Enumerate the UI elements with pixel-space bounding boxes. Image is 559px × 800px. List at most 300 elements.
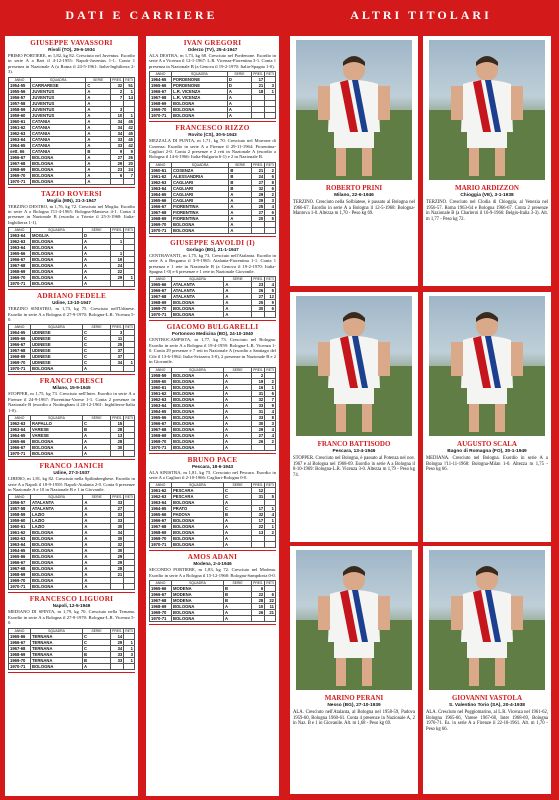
table-cell: 1969-70 — [150, 306, 172, 312]
player-name: AMOS ADANI — [187, 553, 238, 562]
table-cell: 32 — [111, 82, 124, 88]
table-cell: 1967-68 — [150, 294, 172, 300]
table-cell: BOLOGNA — [172, 518, 224, 524]
table-cell: A — [227, 107, 251, 113]
table-header-cell: PRES. — [112, 228, 123, 233]
table-header-cell: PRES. — [112, 77, 123, 82]
player-birth: S. Valentino Torio (SA), 20-4-1938 — [449, 703, 525, 708]
table-cell: 33 — [111, 518, 124, 524]
player-career-block — [149, 239, 276, 322]
table-cell: 1964-65 — [9, 433, 31, 439]
table-cell: A — [83, 536, 111, 542]
table-cell: 31 — [252, 494, 265, 500]
table-header-cell: ANNO — [150, 72, 172, 77]
table-cell: UDINESE — [31, 330, 83, 336]
table-cell: 26 — [124, 154, 135, 160]
table-cell: BOLOGNA — [31, 560, 83, 566]
table-cell: 7 — [265, 396, 276, 402]
table-cell: BOLOGNA — [172, 530, 224, 536]
player-career-block — [8, 462, 135, 593]
player-photo — [296, 296, 412, 436]
table-cell: A — [83, 518, 111, 524]
table-cell: 1957-58 — [9, 100, 31, 106]
table-cell: BOLOGNA — [172, 113, 228, 119]
table-cell: 1960-61 — [150, 167, 172, 173]
table-cell — [252, 113, 265, 119]
table-cell: 11 — [111, 336, 124, 342]
table-cell: 1966-67 — [9, 639, 31, 645]
table-cell: 1965-66 — [9, 554, 31, 560]
table-cell: 24 — [252, 173, 265, 179]
table-row — [9, 366, 135, 372]
table-cell: 1965-66 — [9, 633, 31, 639]
table-cell — [111, 663, 124, 669]
table-header-cell: ANNO — [150, 367, 172, 372]
player-photo-card — [290, 546, 418, 794]
table-cell: 18 — [252, 89, 265, 95]
table-cell: 34 — [111, 118, 124, 124]
table-cell: 1964-65 — [9, 548, 31, 554]
table-cell: 1 — [124, 639, 135, 645]
table-cell: 29 — [252, 197, 265, 203]
table-cell: A — [82, 366, 110, 372]
table-cell: 13 — [111, 433, 124, 439]
player-name: FRANCO JANICH — [39, 462, 104, 471]
table-header-cell: PRES. — [253, 367, 264, 372]
table-cell: BOLOGNA — [31, 269, 83, 275]
table-cell: B — [223, 586, 251, 592]
table-header-cell: PRES. — [112, 325, 123, 330]
table-cell: 17 — [252, 518, 265, 524]
table-cell: 1965-66 — [9, 251, 31, 257]
table-cell: 6 — [265, 209, 276, 215]
table-cell: A — [224, 282, 252, 288]
career-table — [149, 162, 276, 234]
player-name: GIOVANNI VASTOLA — [451, 694, 523, 702]
table-cell: 1968-69 — [9, 354, 31, 360]
table-header-cell: SERIE — [223, 483, 251, 488]
table-cell: BOLOGNA — [172, 524, 224, 530]
table-cell: A — [223, 604, 251, 610]
player-photo-card — [423, 36, 551, 286]
table-cell: 29 — [111, 275, 124, 281]
table-cell: 1963-64 — [9, 233, 31, 239]
table-cell: 1966-67 — [150, 592, 172, 598]
table-row — [150, 542, 276, 548]
table-cell: 12 — [265, 294, 276, 300]
table-cell: A — [82, 663, 110, 669]
table-cell: CAGLIARI — [172, 179, 229, 185]
table-cell: JUVENTUS — [31, 100, 86, 106]
player-name: GIUSEPPE VAVASSORI — [30, 39, 113, 47]
player-birth: Portonovo Medicina (BO), 24-10-1940 — [171, 331, 254, 337]
player-career-block — [8, 292, 135, 375]
table-cell: C — [82, 360, 110, 366]
table-header-cell: SERIE — [82, 628, 110, 633]
table-cell: 30 — [111, 524, 124, 530]
table-cell: A — [223, 524, 251, 530]
table-cell: UDINESE — [31, 342, 83, 348]
player-name: MARINO PERANI — [324, 694, 384, 702]
table-cell: A — [83, 560, 111, 566]
table-cell: 11 — [265, 604, 276, 610]
table-cell: PADOVA — [172, 512, 224, 518]
table-cell: 1966-67 — [9, 342, 31, 348]
table-cell: 1968-69 — [150, 101, 172, 107]
table-cell: A — [223, 390, 251, 396]
table-header-cell: ANNO — [150, 277, 172, 282]
table-cell: 1964-65 — [9, 330, 31, 336]
table-cell: A — [83, 554, 111, 560]
table-cell: 1965-66 — [150, 197, 172, 203]
table-cell: 1963-64 — [9, 136, 31, 142]
player-bio: TERZINO DESTRO, m 1,76, kg 72. Cresciuto nel Moglia. Esordio in serie A a Bologna l'11-4-1965: Bologna-Mantova 4-1. Conta 4 presenze in Nazionale B (esordio a Trieste il 25-3-1968: Italia-Inghilterra 1-1). — [8, 203, 135, 225]
table-cell: PESCARA — [172, 488, 224, 494]
table-header-cell: SQUADRA — [31, 416, 83, 421]
table-header-cell: RETI — [125, 228, 133, 233]
table-cell: BOLOGNA — [172, 300, 224, 306]
table-cell: ATALANTA — [172, 294, 224, 300]
player-photo — [296, 550, 412, 690]
table-cell: 33 — [252, 402, 265, 408]
table-header-cell: ANNO — [9, 228, 31, 233]
player-photo — [429, 296, 545, 436]
table-cell: 23 — [111, 166, 124, 172]
table-cell: A — [82, 275, 110, 281]
table-cell: A — [224, 288, 252, 294]
table-cell: A — [227, 113, 251, 119]
table-cell: 27 — [111, 506, 124, 512]
table-header-cell: ANNO — [9, 416, 31, 421]
table-cell: B — [86, 148, 111, 154]
player-bio: ALA SINISTRA, m 1,81, kg 75. Cresciuto nel Pescara. Esordio in serie A a Cagliari il 2-10-1966: Cagliari-Bologna 0-0. — [149, 469, 276, 480]
player-photo — [296, 40, 412, 180]
table-cell: A — [83, 584, 111, 590]
player-bio: ALA DESTRA, m 1,73, kg 68. Cresciuto nel Pordenone. Esordio in serie A a Vicenza il 12-1-1967: L.R. Vicenza-Fiorentina 3-1. Conta 1 presenza in Nazionale B (a Genova il 19-2-1970: Italia-Spagna 1-0). — [149, 53, 276, 69]
table-cell: 1962-63 — [9, 239, 31, 245]
table-header-cell: SERIE — [82, 416, 110, 421]
table-cell: 45 — [124, 136, 135, 142]
player-birth: Gorlago (BG), 21-1-1947 — [186, 246, 239, 252]
table-cell: 27 — [111, 154, 124, 160]
player-bio: CENTROCAMPISTA, m 1,77, kg 73. Cresciuto nel Bologna. Esordio in serie A a Bologna il 19-4-1959: Bologna-L.R. Vicenza 1-0. Conta 29 presenze e 7 reti in Nazionale A (esordio a Santiago del Cile il 13-6-1962: Italia-Svizzera 3-0), 2 presenze in Nazionale B e 2 in Giovanile. — [149, 337, 276, 365]
table-cell: 1 — [124, 645, 135, 651]
table-cell: 37 — [111, 354, 124, 360]
table-cell: A — [86, 154, 111, 160]
table-cell — [124, 366, 135, 372]
table-header-cell: RETI — [125, 495, 133, 500]
player-birth: Nesso (BG), 27-10-1939 — [327, 703, 381, 708]
table-cell: 1 — [124, 112, 135, 118]
table-cell: 1962-63 — [150, 179, 172, 185]
table-cell: A — [82, 245, 110, 251]
table-cell: 1959-60 — [9, 112, 31, 118]
table-cell: A — [86, 178, 111, 184]
table-cell: A — [82, 445, 110, 451]
player-bio: TERZINO SINISTRO, m 1,73, kg 75. Cresciuto nell'Udinese. Esordio in serie A a Bologna il 27-9-1970: Bologna-L.R. Vicenza 5-0. — [8, 306, 135, 323]
table-cell: MOGLIA — [31, 233, 83, 239]
table-cell: 12 — [252, 488, 265, 494]
table-cell: A — [86, 106, 111, 112]
player-photo-card — [423, 292, 551, 542]
table-cell: A — [223, 384, 251, 390]
table-cell: 1967-68 — [9, 160, 31, 166]
table-cell: 29 — [111, 560, 124, 566]
table-cell: 1967-68 — [150, 426, 172, 432]
career-table — [8, 324, 135, 372]
table-cell: 1954-55 — [9, 82, 31, 88]
table-cell: UDINESE — [31, 354, 83, 360]
table-cell: 6 — [265, 306, 276, 312]
table-header-cell: ANNO — [9, 495, 31, 500]
table-cell: BOLOGNA — [172, 536, 224, 542]
table-cell: 1964-65 — [150, 506, 172, 512]
table-cell: 1970-71 — [150, 616, 172, 622]
table-cell: C — [223, 488, 251, 494]
table-cell: 32 — [252, 396, 265, 402]
table-cell: 45 — [124, 130, 135, 136]
table-cell: A — [86, 142, 111, 148]
table-cell: BOLOGNA — [31, 172, 86, 178]
table-header-cell: SERIE — [224, 277, 252, 282]
table-cell: 22 — [111, 269, 124, 275]
career-column-b — [146, 36, 279, 796]
player-birth: Moglia (MN), 21-3-1947 — [46, 197, 97, 203]
player-career-block — [8, 190, 135, 291]
table-cell — [124, 451, 135, 457]
table-cell: 8 — [265, 414, 276, 420]
table-cell: 5 — [265, 288, 276, 294]
table-cell: A — [223, 530, 251, 536]
table-header-cell: SQUADRA — [31, 228, 83, 233]
table-cell: 1964-65 — [150, 77, 172, 83]
player-name: GIUSEPPE SAVOLDI (I) — [170, 238, 255, 247]
table-cell: 25 — [252, 203, 265, 209]
table-cell: BOLOGNA — [172, 426, 224, 432]
table-cell: BOLOGNA — [31, 584, 83, 590]
table-cell: BOLOGNA — [31, 530, 83, 536]
table-cell: 1961-62 — [9, 124, 31, 130]
table-cell: A — [82, 257, 110, 263]
player-name: TAZIO ROVERSI — [40, 189, 103, 198]
table-cell: TERNANA — [31, 633, 83, 639]
table-cell: PORDENONE — [172, 83, 228, 89]
player-birth: Pescara, 13-4-1946 — [332, 449, 376, 454]
table-cell: 4 — [265, 432, 276, 438]
table-cell: A — [223, 414, 251, 420]
player-name: ROBERTO PRINI — [325, 184, 383, 192]
table-cell: 1969-70 — [9, 578, 31, 584]
table-cell: 1965-66 — [150, 414, 172, 420]
career-table — [149, 482, 276, 548]
table-cell: CATANIA — [31, 118, 86, 124]
table-cell: 29 — [252, 191, 265, 197]
table-cell: COSENZA — [172, 167, 229, 173]
table-cell: 1968-69 — [9, 269, 31, 275]
player-bio: TERZINO. Cresciuto nel Clodia di Chioggia, al Venezia nel 1956-57. Roma 1963-64 e Bologna 1966-67. Conta 2 presenze in Nazionale B (a Charleroi il 16-9-1966: Belgio-Italia 3-3). Alt. m 1,77 - Peso kg 72. — [426, 200, 548, 222]
table-cell: 6 — [265, 173, 276, 179]
player-photo-card — [423, 546, 551, 794]
table-cell: 33 — [111, 500, 124, 506]
table-cell: 1967-68 — [9, 566, 31, 572]
table-cell — [124, 281, 135, 287]
table-cell: A — [229, 203, 252, 209]
table-cell: C — [82, 645, 110, 651]
table-header-cell: SQUADRA — [172, 162, 229, 167]
table-cell: 1963-64 — [150, 500, 172, 506]
table-cell: A — [83, 578, 111, 584]
table-cell: 33 — [111, 657, 124, 663]
table-cell: A — [227, 95, 251, 101]
table-cell: A — [86, 118, 111, 124]
table-cell: A — [83, 524, 111, 530]
player-bio: LIBERO, m 1,81, kg 82. Cresciuto nella Spilimberghese. Esordio in serie A a Napoli il 18-9-1958: Napoli-Atalanta 2-0. Conta 6 presenze in Nazionale A e 10 in Nazionale B e 1 in Giovanile. — [8, 476, 135, 492]
table-row — [9, 663, 135, 669]
table-cell: CAGLIARI — [172, 191, 229, 197]
table-cell: A — [86, 172, 111, 178]
table-cell: A — [223, 500, 251, 506]
table-cell: A — [223, 378, 251, 384]
table-header-cell: PRES. — [253, 483, 264, 488]
table-cell: 6 — [265, 592, 276, 598]
table-cell: 1970-71 — [150, 227, 172, 233]
table-cell: B — [229, 185, 252, 191]
player-photo-card — [290, 36, 418, 286]
table-cell: BOLOGNA — [31, 251, 83, 257]
table-cell: MODENA — [172, 586, 224, 592]
table-cell: 14 — [124, 94, 135, 100]
table-cell — [124, 663, 135, 669]
table-cell — [252, 312, 265, 318]
table-header-cell: SERIE — [82, 325, 110, 330]
table-cell: BOLOGNA — [31, 566, 83, 572]
table-cell: L.R. VICENZA — [172, 95, 228, 101]
table-cell: 1964-65 — [150, 191, 172, 197]
table-cell: BOLOGNA — [31, 554, 83, 560]
table-cell: D — [82, 233, 110, 239]
table-cell: 4 — [265, 203, 276, 209]
player-career-block — [149, 124, 276, 237]
table-header-cell: SERIE — [223, 581, 251, 586]
table-header-cell: ANNO — [150, 483, 172, 488]
table-header-cell: PRES. — [253, 72, 264, 77]
table-cell — [265, 312, 276, 318]
table-cell: 1965-66 — [150, 512, 172, 518]
table-cell: 1969-70 — [9, 360, 31, 366]
player-career-block — [8, 595, 135, 672]
table-cell: BOLOGNA — [172, 384, 224, 390]
table-header-cell: ANNO — [9, 325, 31, 330]
table-header-cell: RETI — [125, 628, 133, 633]
table-cell: 1969-70 — [150, 610, 172, 616]
table-cell: C — [82, 421, 110, 427]
table-row — [9, 281, 135, 287]
player-name: GIACOMO BULGARELLI — [166, 323, 259, 332]
table-cell: 9 — [111, 148, 124, 154]
table-cell: 1968-69 — [9, 651, 31, 657]
table-cell: 1958-59 — [9, 512, 31, 518]
table-cell: 25 — [111, 342, 124, 348]
table-cell: A — [229, 197, 252, 203]
table-cell: 1970-71 — [9, 663, 31, 669]
table-cell: 4 — [265, 426, 276, 432]
table-cell: 1 — [265, 506, 276, 512]
table-cell: C — [82, 342, 110, 348]
table-cell: TERNANA — [31, 657, 83, 663]
table-cell: C — [82, 633, 110, 639]
table-header-cell: SERIE — [227, 72, 251, 77]
table-cell: 1959-60 — [9, 518, 31, 524]
table-cell: BOLOGNA — [172, 610, 224, 616]
table-cell: UDINESE — [31, 348, 83, 354]
table-cell: 9 — [265, 300, 276, 306]
table-cell: 27 — [252, 179, 265, 185]
table-cell: 1966-67 — [9, 445, 31, 451]
header-right: ALTRI TITOLARI — [283, 0, 559, 30]
table-cell: 1970-71 — [9, 366, 31, 372]
table-cell: BOLOGNA — [172, 500, 224, 506]
table-cell: 2 — [265, 378, 276, 384]
table-cell: 6 — [252, 586, 265, 592]
table-cell: L.R. VICENZA — [172, 89, 228, 95]
table-cell: 22 — [265, 598, 276, 604]
table-cell: JUVENTUS — [31, 88, 86, 94]
table-header-cell: PRES. — [112, 628, 123, 633]
table-cell: 1964-65 — [150, 408, 172, 414]
table-cell: 1969-70 — [150, 438, 172, 444]
table-cell: 1962-63 — [9, 421, 31, 427]
player-career-block — [149, 39, 276, 122]
table-cell: 1965-66 — [150, 282, 172, 288]
table-header-cell: SQUADRA — [172, 72, 228, 77]
table-header-cell: SQUADRA — [31, 628, 83, 633]
table-cell: A — [223, 444, 251, 450]
table-cell: 1966-67 — [150, 288, 172, 294]
player-birth: Pescara, 18-6-1943 — [191, 463, 234, 469]
table-cell: PESCARA — [172, 494, 224, 500]
table-cell: 1956-57 — [9, 500, 31, 506]
player-name: FRANCO BATTISODO — [317, 440, 391, 448]
table-cell: 1961-62 — [150, 390, 172, 396]
table-cell: C — [82, 354, 110, 360]
table-cell — [111, 178, 124, 184]
table-header-cell: RETI — [125, 416, 133, 421]
table-cell: LAZIO — [31, 518, 83, 524]
table-cell: 1964-65 — [9, 142, 31, 148]
table-row — [150, 312, 276, 318]
table-cell: 1970-71 — [9, 281, 31, 287]
table-cell: 1966-67 — [150, 420, 172, 426]
table-cell: ATALANTA — [31, 506, 83, 512]
table-cell: 1960-61 — [150, 384, 172, 390]
table-cell: 1 — [111, 251, 124, 257]
player-birth: Napoli, 12-5-1946 — [52, 603, 91, 609]
table-cell: BOLOGNA — [31, 578, 83, 584]
player-bio: MEZZALA DI PUNTA, m 1,71, kg 70. Cresciuto nel Morrone di Cosenza. Esordio in serie A a Firenze il 29-11-1964: Fiorentina-Cagliari 2-0. Conta 2 presenze e 2 reti in Nazionale A (esordio a Bologna il 14-6-1966: Italia-Bulgaria 6-1) e 2 in Nazionale B. — [149, 138, 276, 160]
player-photo — [429, 550, 545, 690]
table-cell: 1969-70 — [150, 221, 172, 227]
table-cell: 1963-64 — [9, 427, 31, 433]
table-cell: 1966-67 — [150, 518, 172, 524]
table-cell: BOLOGNA — [172, 444, 224, 450]
player-birth: Chioggia (VE), 3-1-1938 — [460, 193, 514, 198]
table-cell — [252, 227, 265, 233]
table-cell: B — [82, 427, 110, 433]
table-cell: 1958-59 — [9, 106, 31, 112]
table-cell: BOLOGNA — [31, 542, 83, 548]
career-table — [8, 494, 135, 590]
player-bio: STOPPER, m 1,75, kg 73. Cresciuto nell'Inter. Esordio in serie A a Firenze il 24-9-1967: Fiorentina-Varese 1-1. Conta 2 presenze in Nazionale B (esordio a Nottingham il 20-12-1961: Inghilterra-Italia 1-0). — [8, 391, 135, 413]
